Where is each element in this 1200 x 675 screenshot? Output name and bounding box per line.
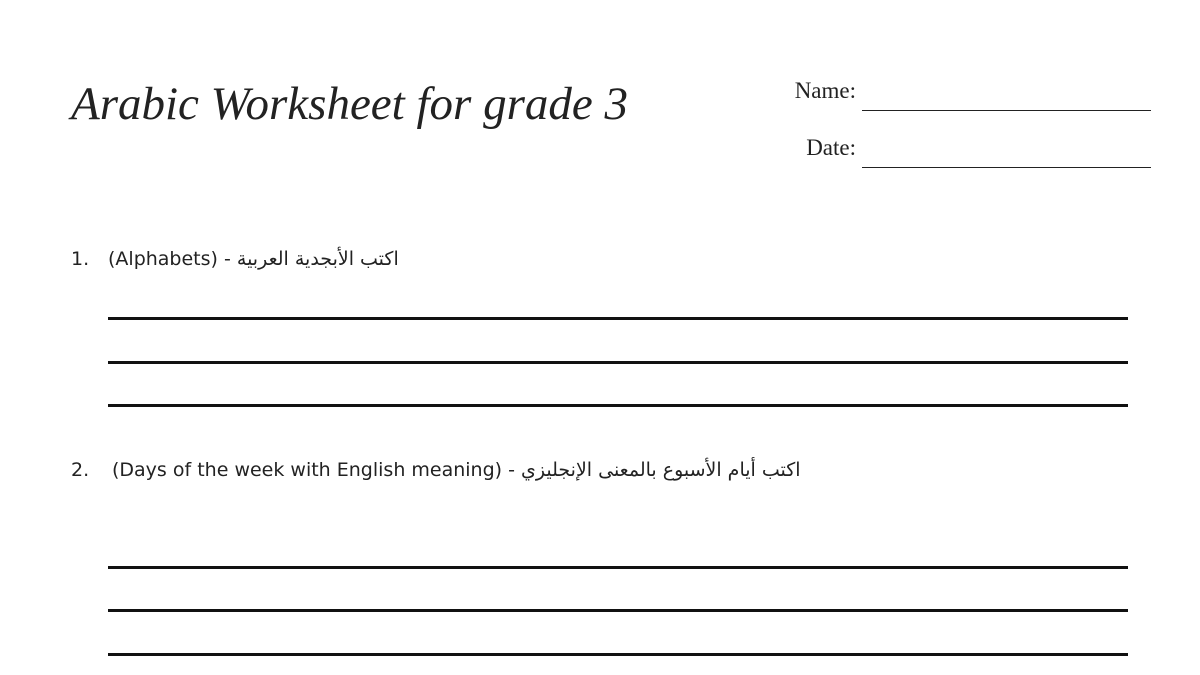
- question-text: (Alphabets) - اكتب الأبجدية العربية: [108, 248, 399, 270]
- question-number: 1.: [71, 248, 90, 270]
- answer-line[interactable]: [108, 566, 1128, 569]
- name-label: Name:: [794, 78, 856, 103]
- question-text: (Days of the week with English meaning) - اكتب أيام الأسبوع بالمعنى الإنجليزي: [112, 459, 801, 481]
- date-field[interactable]: [862, 167, 1151, 168]
- answer-line[interactable]: [108, 609, 1128, 612]
- name-field[interactable]: [862, 110, 1151, 111]
- answer-line[interactable]: [108, 653, 1128, 656]
- worksheet-title: Arabic Worksheet for grade 3: [71, 78, 628, 130]
- answer-line[interactable]: [108, 317, 1128, 320]
- answer-line[interactable]: [108, 404, 1128, 407]
- answer-line[interactable]: [108, 361, 1128, 364]
- date-label: Date:: [806, 135, 856, 160]
- question-number: 2.: [71, 459, 90, 481]
